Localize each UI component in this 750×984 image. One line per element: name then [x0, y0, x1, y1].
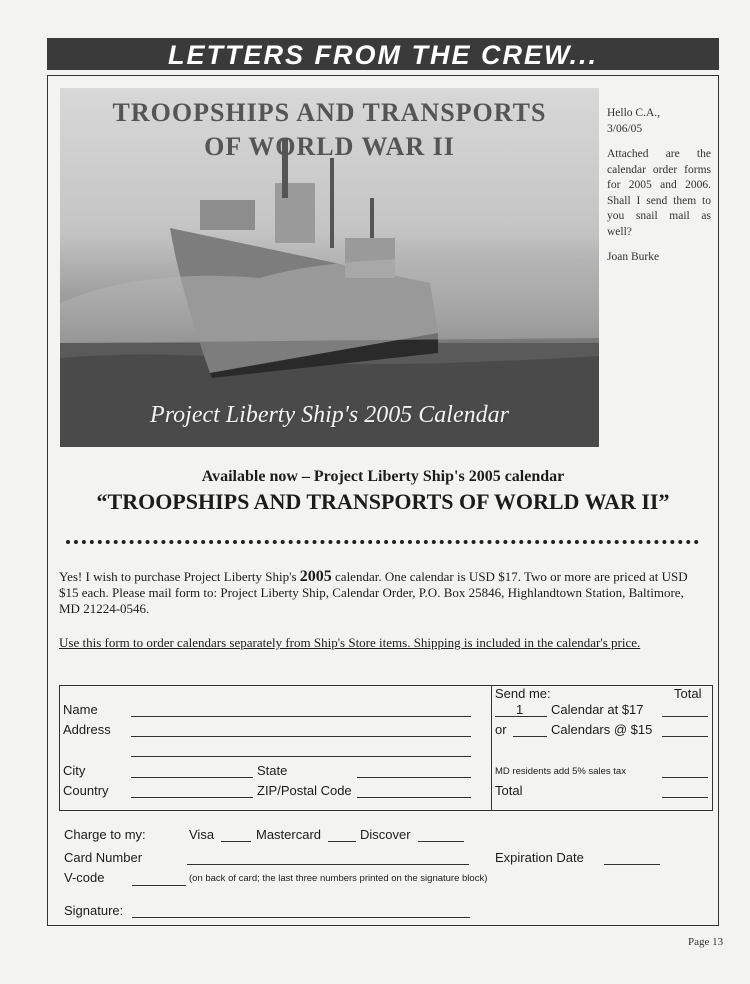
tax-label: MD residents add 5% sales tax	[495, 766, 626, 777]
tax-field[interactable]	[662, 777, 708, 778]
signature-label: Signature:	[64, 903, 124, 918]
address-field-line2[interactable]	[131, 756, 471, 757]
vcode-label: V-code	[64, 870, 105, 885]
country-label: Country	[63, 783, 109, 798]
charge-label: Charge to my:	[64, 827, 146, 842]
calendar-15-label: Calendars @ $15	[551, 722, 653, 737]
qty-one-value: 1	[516, 702, 524, 717]
address-label: Address	[63, 722, 111, 737]
discover-label: Discover	[360, 827, 411, 842]
order-note: Use this form to order calendars separately from Ship's Store items. Shipping is included in the calendar's price.	[59, 635, 641, 650]
name-field[interactable]	[131, 716, 471, 717]
vcode-note: (on back of card; the last three numbers printed on the signature block)	[189, 873, 488, 884]
signature-field[interactable]	[132, 917, 470, 918]
availability-heading: Available now – Project Liberty Ship's 2005 calendar	[201, 468, 565, 485]
mastercard-field[interactable]	[328, 841, 356, 842]
or-label: or	[495, 722, 507, 737]
letter-greeting: Hello C.A.,	[607, 107, 661, 119]
grand-total-field[interactable]	[662, 797, 708, 798]
letter-body: Attached are the calendar order forms for 2005 and 2006. Shall I send them to you snail mail as well?	[607, 148, 711, 238]
qty-15-field[interactable]	[513, 736, 547, 737]
visa-label: Visa	[189, 827, 215, 842]
order-text-part1: Yes! I wish to purchase Project Liberty Ship's	[59, 569, 300, 584]
calendar-subtitle: Project Liberty Ship's 2005 Calendar	[150, 402, 509, 428]
section-banner: LETTERS FROM THE CREW...	[47, 38, 719, 70]
address-order-form	[59, 685, 713, 811]
order-text-part2: calendar. One calendar is USD $17. Two or more are priced at USD $15 each. Please mail form to: Project Liberty Ship, Calendar Order, P.O. Box 25846, Highlandtown Station, Baltimore, MD 21224-0546.	[59, 569, 688, 616]
card-number-field[interactable]	[187, 864, 469, 865]
form-divider	[491, 686, 492, 810]
calendar-17-label: Calendar at $17	[551, 702, 644, 717]
vcode-field[interactable]	[132, 885, 186, 886]
expiration-label: Expiration Date	[495, 850, 584, 865]
discover-field[interactable]	[418, 841, 464, 842]
order-paragraph	[59, 569, 699, 617]
name-label: Name	[63, 702, 98, 717]
calendar-cover-photo	[60, 88, 599, 447]
letter-date: 3/06/05	[607, 122, 643, 135]
page-number: Page 13	[688, 936, 724, 948]
total-header: Total	[674, 686, 702, 701]
mastercard-label: Mastercard	[256, 827, 322, 842]
expiration-field[interactable]	[604, 864, 660, 865]
total-17-field[interactable]	[662, 716, 708, 717]
state-field[interactable]	[357, 777, 471, 778]
city-field[interactable]	[131, 777, 253, 778]
city-label: City	[63, 763, 86, 778]
address-field[interactable]	[131, 736, 471, 737]
letter-note	[607, 106, 711, 276]
payment-section	[55, 812, 719, 926]
total-15-field[interactable]	[662, 736, 708, 737]
calendar-title-line2: OF WORLD WAR II	[204, 132, 455, 161]
dotted-divider	[66, 540, 699, 544]
send-me-label: Send me:	[495, 686, 551, 701]
visa-field[interactable]	[221, 841, 251, 842]
qty-17-field[interactable]	[495, 716, 547, 717]
card-number-label: Card Number	[64, 850, 143, 865]
state-label: State	[257, 763, 288, 778]
grand-total-label: Total	[495, 783, 523, 798]
zip-label: ZIP/Postal Code	[257, 783, 352, 798]
calendar-main-title: “TROOPSHIPS AND TRANSPORTS OF WORLD WAR II”	[96, 489, 670, 514]
order-year: 2005	[299, 568, 332, 585]
calendar-title-line1: TROOPSHIPS AND TRANSPORTS	[112, 98, 547, 127]
country-field[interactable]	[131, 797, 253, 798]
letter-signature: Joan Burke	[607, 251, 660, 263]
zip-field[interactable]	[357, 797, 471, 798]
